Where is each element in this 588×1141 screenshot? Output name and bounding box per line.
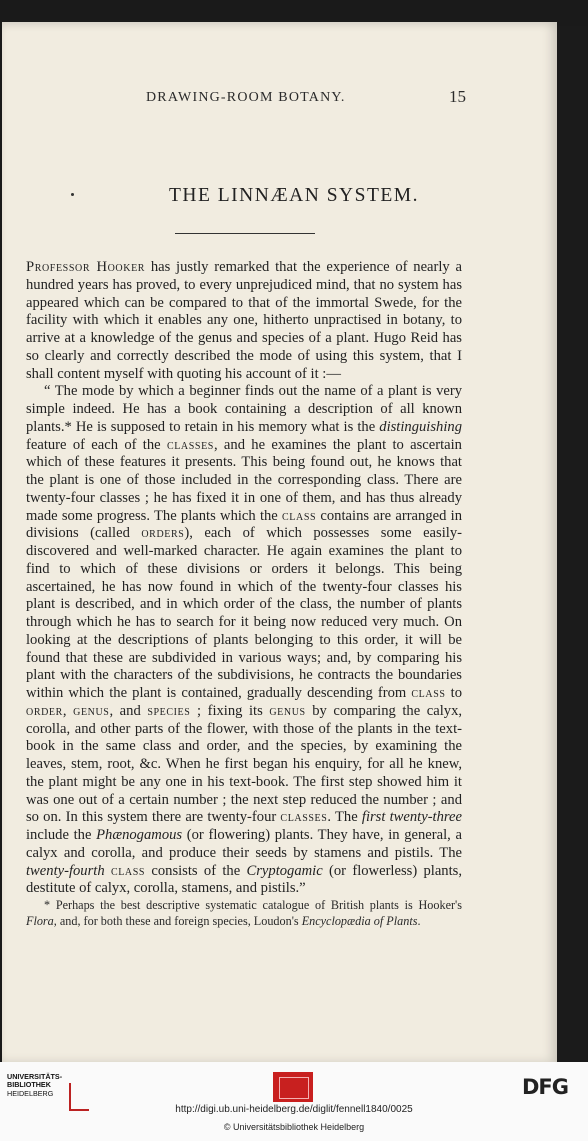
section-title: THE LINNÆAN SYSTEM. [168, 185, 420, 206]
page-edge-shadow [557, 26, 587, 1060]
permalink-url[interactable]: http://digi.ub.uni-heidelberg.de/diglit/fennell1840/0025 [175, 1104, 413, 1115]
dfg-logo[interactable]: DFG [522, 1075, 569, 1099]
footnote [26, 898, 462, 929]
running-head [0, 87, 588, 110]
page-number: 15 [449, 87, 466, 106]
author-smallcaps: Professor Hooker [26, 259, 146, 275]
heidelberg-digital-logo[interactable] [273, 1072, 313, 1102]
paragraph-2: “ The mode by which a beginner finds out the name of a plant is very simple indeed. He has a book containing a description of all known plants.* He is supposed to retain in his memory what is the distinguishing feature of each of the classes, and he examines the plant to ascertain which of these features it presents. This being found out, he knows that the plant is one of those included in the corresponding class. There are twenty-four classes ; he has fixed it in one of them, and has thus already made some progress. The plants which the class contains are arranged in divisions (called orders), each of which possesses some easily-discovered and well-marked character. He again examines the plant to find to which of these divisions or orders it belongs. This being ascertained, he has now found in which of the twenty-four classes his plant is described, and in which order of the class, the number of plants through which he has to search for it being now reduced very much. On looking at the descriptions of plants belonging to this order, it will be found that these are subdivided in various ways; and, by comparing his plant with the characters of the subdivisions, he contracts the boundaries within which the plant is contained, gradually descending from class to order, genus, and species ; fixing its genus by comparing the calyx, corolla, and other parts of the flower, with those of the plants in the text-book in the same class and order, and the species, by examining the leaves, stem, root, &c. When he first began his enquiry, for all he knew, the plant might be any one in his text-book. The first step showed him it was one out of a certain number ; the next step reduced the number ; and so on. In this system there are twenty-four classes. The first twenty-three include the Phænogamous (or flowering) plants. They have, in general, a calyx and corolla, and produce their seeds by stamens and pistils. The twenty-fourth class consists of the Cryptogamic (or flowerless) plants, destitute of calyx, corolla, stamens, and pistils.” [26, 383, 463, 897]
running-head-title: DRAWING-ROOM BOTANY. [146, 90, 346, 105]
university-library-logo[interactable]: UNIVERSITÄTS- BIBLIOTHEK HEIDELBERG [7, 1073, 87, 1098]
viewer-footer [0, 1062, 588, 1141]
footnote-text: * Perhaps the best descriptive systematic catalogue of British plants is Hooker's Flora, and, for both these and foreign species, Loudon's Encyclopædia of Plants. [26, 898, 462, 928]
copyright-notice: © Universitätsbibliothek Heidelberg [223, 1122, 365, 1132]
paragraph-1: Professor Hooker has justly remarked that the experience of nearly a hundred years has proved, to every unprejudiced mind, that no system has appeared which can be compared to that of the immortal Swede, for the facility with which it enables any one, hitherto unpractised in botany, to arrive at a knowledge of the genus and species of a plant. Hugo Reid has so clearly and correctly described the mode of using this system, that I shall content myself with quoting his account of it :— [26, 259, 462, 382]
body-text [26, 259, 462, 898]
title-rule [175, 233, 315, 234]
